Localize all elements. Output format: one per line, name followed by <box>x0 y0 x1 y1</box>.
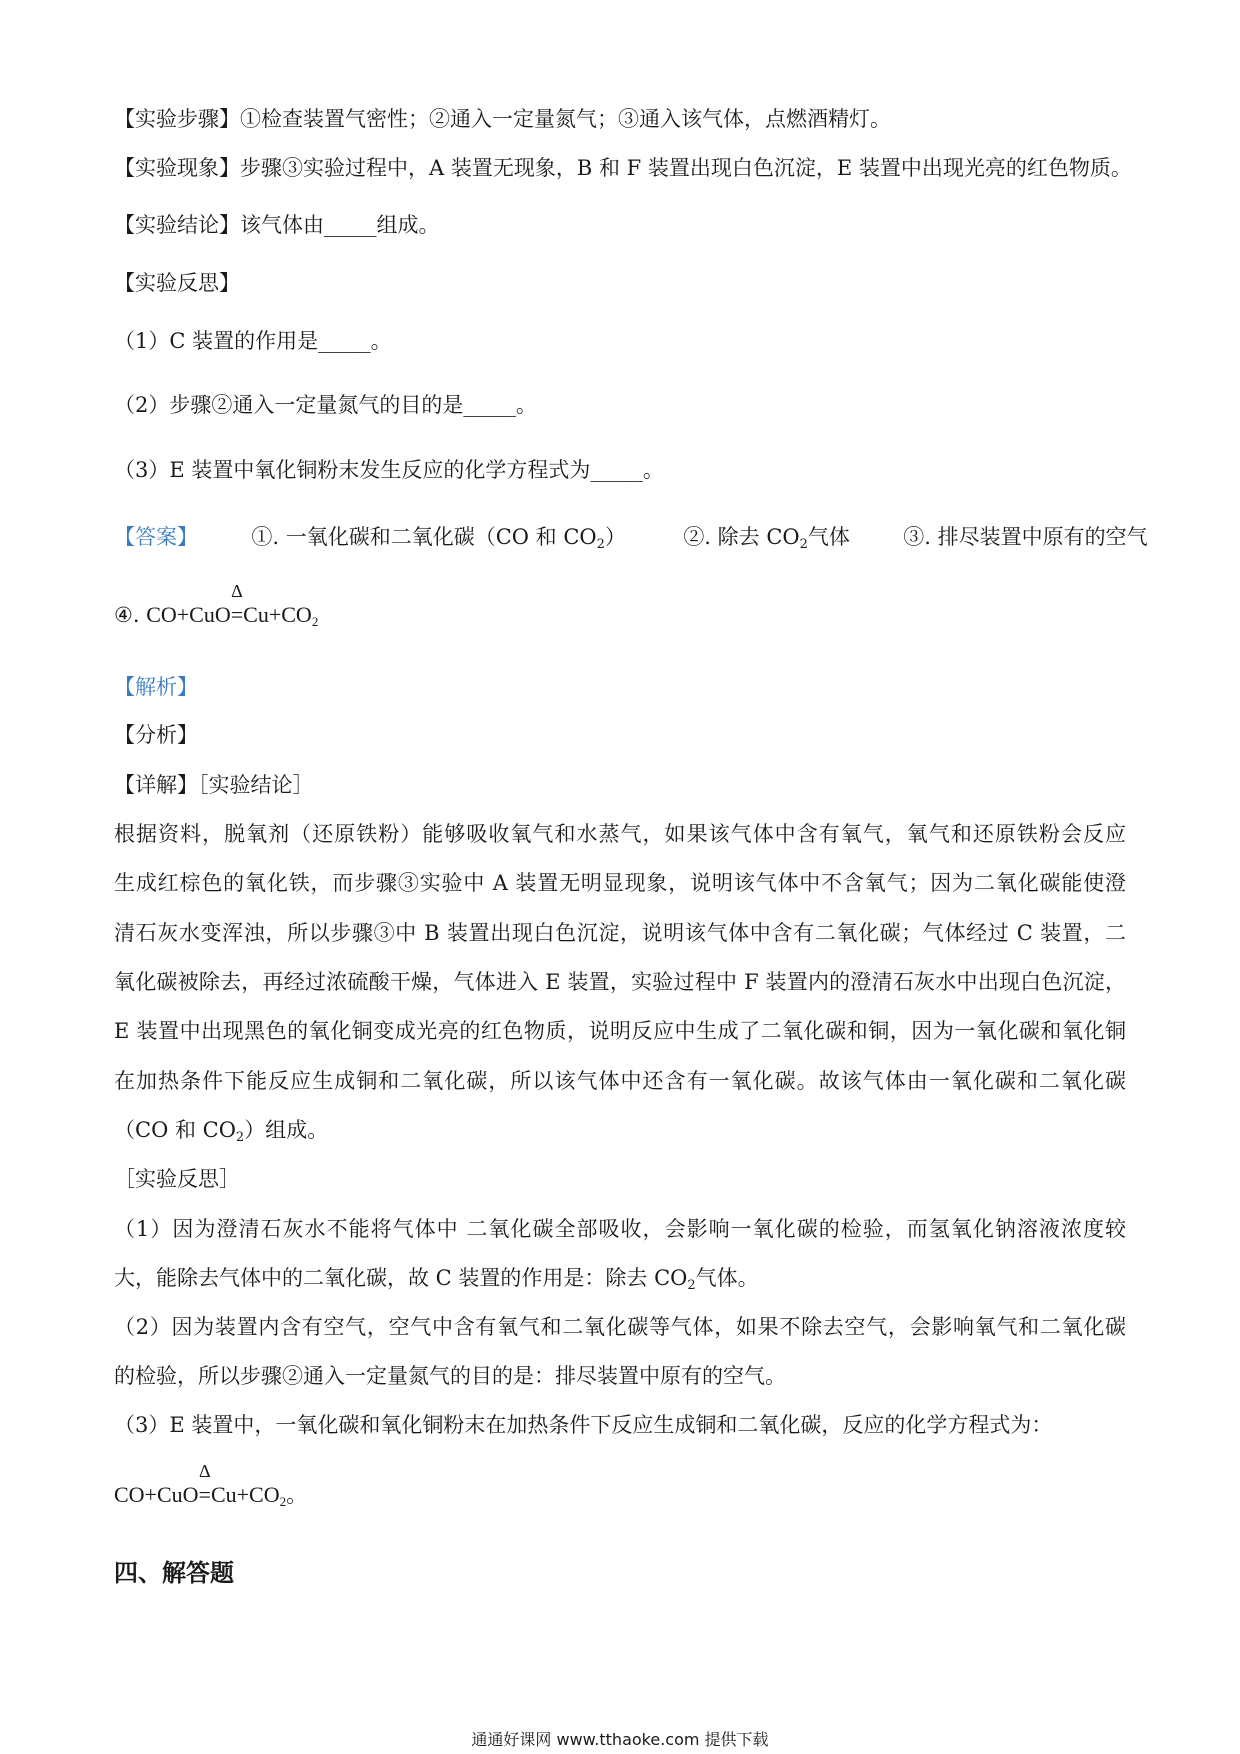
answer-2: ②. 除去 $CO_2$气体 <box>683 525 850 552</box>
reflection-3-equation: CO+CuO Δ $=Cu+CO_2$。 <box>114 1461 308 1509</box>
reflection-1-line-2: 大，能除去气体中的二氧化碳，故 C 装置的作用是：除去 $CO_2$气体。 <box>114 1266 759 1293</box>
answer-label: 【答案】 <box>114 525 198 549</box>
section-title: 四、解答题 <box>114 1558 234 1587</box>
detail-line: 在加热条件下能反应生成铜和二氧化碳，所以该气体中还含有一氧化碳。故该气体由一氧化碳和二氧化碳 <box>114 1069 1126 1093</box>
reflection-2-line-2: 的检验，所以步骤②通入一定量氮气的目的是：排尽装置中原有的空气。 <box>114 1364 786 1388</box>
analysis-label: 【解析】 <box>114 675 198 699</box>
answer-1: ①. 一氧化碳和二氧化碳（CO 和 $CO_2$） <box>251 525 626 552</box>
detail-line: 生成红棕色的氧化铁，而步骤③实验中 A 装置无明显现象，说明该气体中不含氧气；因为二氧化碳能使澄 <box>114 871 1126 895</box>
experiment-conclusion: 【实验结论】该气体由_____组成。 <box>114 213 440 237</box>
question-1: （1）C 装置的作用是_____。 <box>114 329 392 353</box>
detail-line: 清石灰水变浑浊，所以步骤③中 B 装置出现白色沉淀，说明该气体中含有二氧化碳；气体经过 C 装置，二 <box>114 921 1126 945</box>
fenxi-label: 【分析】 <box>114 723 198 747</box>
question-3: （3）E 装置中氧化铜粉末发生反应的化学方程式为_____。 <box>114 458 664 482</box>
reflection-heading: ［实验反思］ <box>114 1167 240 1191</box>
experiment-steps: 【实验步骤】①检查装置气密性；②通入一定量氮气；③通入该气体，点燃酒精灯。 <box>114 107 891 131</box>
detail-line: E 装置中出现黑色的氧化铜变成光亮的红色物质，说明反应中生成了二氧化碳和铜，因为一氧化碳和氧化铜 <box>114 1019 1126 1043</box>
detail-line: 氧化碳被除去，再经过浓硫酸干燥，气体进入 E 装置，实验过程中 F 装置内的澄清石灰水中出现白色沉淀， <box>114 970 1126 994</box>
reflection-3-line-1: （3）E 装置中，一氧化碳和氧化铜粉末在加热条件下反应生成铜和二氧化碳，反应的化学方程式为： <box>114 1413 1053 1437</box>
reflection-title: 【实验反思】 <box>114 271 240 295</box>
detail-line-last: （CO 和 $CO_2$）组成。 <box>114 1118 329 1145</box>
detail-heading: 【详解】［实验结论］ <box>114 773 314 797</box>
detail-line: 根据资料，脱氧剂（还原铁粉）能够吸收氧气和水蒸气，如果该气体中含有氧气，氧气和还原铁粉会反应 <box>114 822 1126 846</box>
reflection-2-line-1: （2）因为装置内含有空气，空气中含有氧气和二氧化碳等气体，如果不除去空气，会影响氧气和二氧化碳 <box>114 1315 1126 1339</box>
answer-3: ③. 排尽装置中原有的空气 <box>903 525 1148 549</box>
question-2: （2）步骤②通入一定量氮气的目的是_____。 <box>114 393 537 417</box>
answer-4-equation: CO+CuO Δ $=Cu+CO_2$ <box>146 581 319 629</box>
answer-row <box>114 522 1148 552</box>
footer-text: 通通好课网 www.tthaoke.com 提供下载 <box>471 1730 769 1749</box>
reflection-1-line-1: （1）因为澄清石灰水不能将气体中 二氧化碳全部吸收，会影响一氧化碳的检验，而氢氧化钠溶液浓度较 <box>114 1217 1126 1241</box>
answer-4: ④. CO+CuO Δ $=Cu+CO_2$ <box>114 581 319 629</box>
experiment-phenomenon: 【实验现象】步骤③实验过程中，A 装置无现象，B 和 F 装置出现白色沉淀，E 装置中出现光亮的红色物质。 <box>114 156 1132 180</box>
